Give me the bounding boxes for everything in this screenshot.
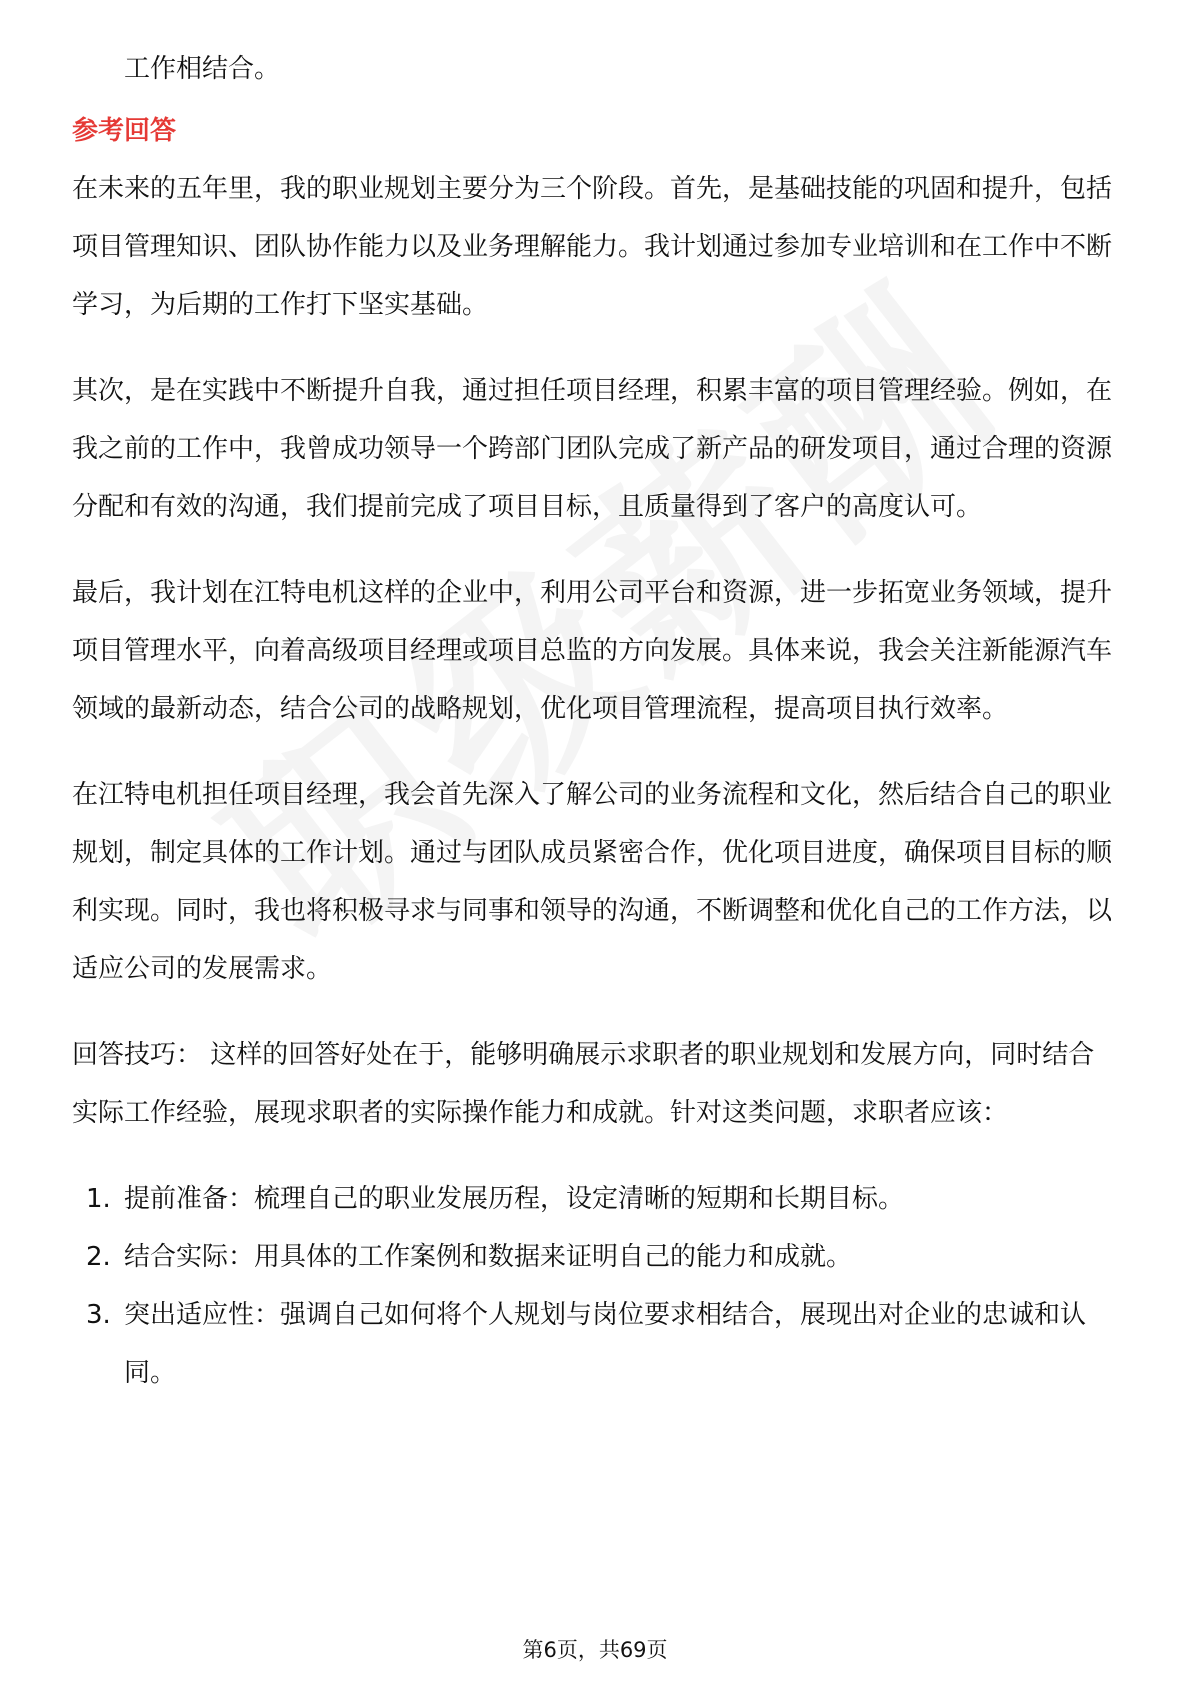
section-title: 参考回答 (72, 116, 177, 146)
list-item-text: 提前准备：梳理自己的职业发展历程，设定清晰的短期和长期目标。 (124, 1184, 905, 1214)
list-number: 1. (86, 1184, 111, 1214)
continuation-line: 工作相结合。 (124, 54, 281, 84)
list-number: 2. (86, 1242, 111, 1272)
page-number-footer: 第6页，共69页 (522, 1638, 668, 1662)
list-item (72, 1286, 1112, 1402)
answer-tips: 回答技巧： 这样的回答好处在于，能够明确展示求职者的职业规划和发展方向，同时结合实际工作经验，展现求职者的实际操作能力和成就。针对这类问题，求职者应该： (72, 1040, 1095, 1128)
list-item-text: 突出适应性：强调自己如何将个人规划与岗位要求相结合，展现出对企业的忠诚和认同。 (124, 1300, 1087, 1388)
paragraph: 在未来的五年里，我的职业规划主要分为三个阶段。首先，是基础技能的巩固和提升，包括项目管理知识、团队协作能力以及业务理解能力。我计划通过参加专业培训和在工作中不断学习，为后期的工作打下坚实基础。 (72, 174, 1113, 320)
paragraph: 其次，是在实践中不断提升自我，通过担任项目经理，积累丰富的项目管理经验。例如，在我之前的工作中，我曾成功领导一个跨部门团队完成了新产品的研发项目，通过合理的资源分配和有效的沟通，我们提前完成了项目目标，且质量得到了客户的高度认可。 (72, 376, 1113, 522)
page-content (72, 40, 1112, 1402)
list-item-text: 结合实际：用具体的工作案例和数据来证明自己的能力和成就。 (124, 1242, 853, 1272)
list-item (72, 1228, 1112, 1286)
paragraph: 最后，我计划在江特电机这样的企业中，利用公司平台和资源，进一步拓宽业务领域，提升项目管理水平，向着高级项目经理或项目总监的方向发展。具体来说，我会关注新能源汽车领域的最新动态，结合公司的战略规划，优化项目管理流程，提高项目执行效率。 (72, 578, 1113, 724)
tips-list (72, 1170, 1112, 1402)
paragraph: 在江特电机担任项目经理，我会首先深入了解公司的业务流程和文化，然后结合自己的职业规划，制定具体的工作计划。通过与团队成员紧密合作，优化项目进度，确保项目目标的顺利实现。同时，我也将积极寻求与同事和领导的沟通，不断调整和优化自己的工作方法，以适应公司的发展需求。 (72, 780, 1113, 984)
list-number: 3. (86, 1300, 111, 1330)
list-item (72, 1170, 1112, 1228)
